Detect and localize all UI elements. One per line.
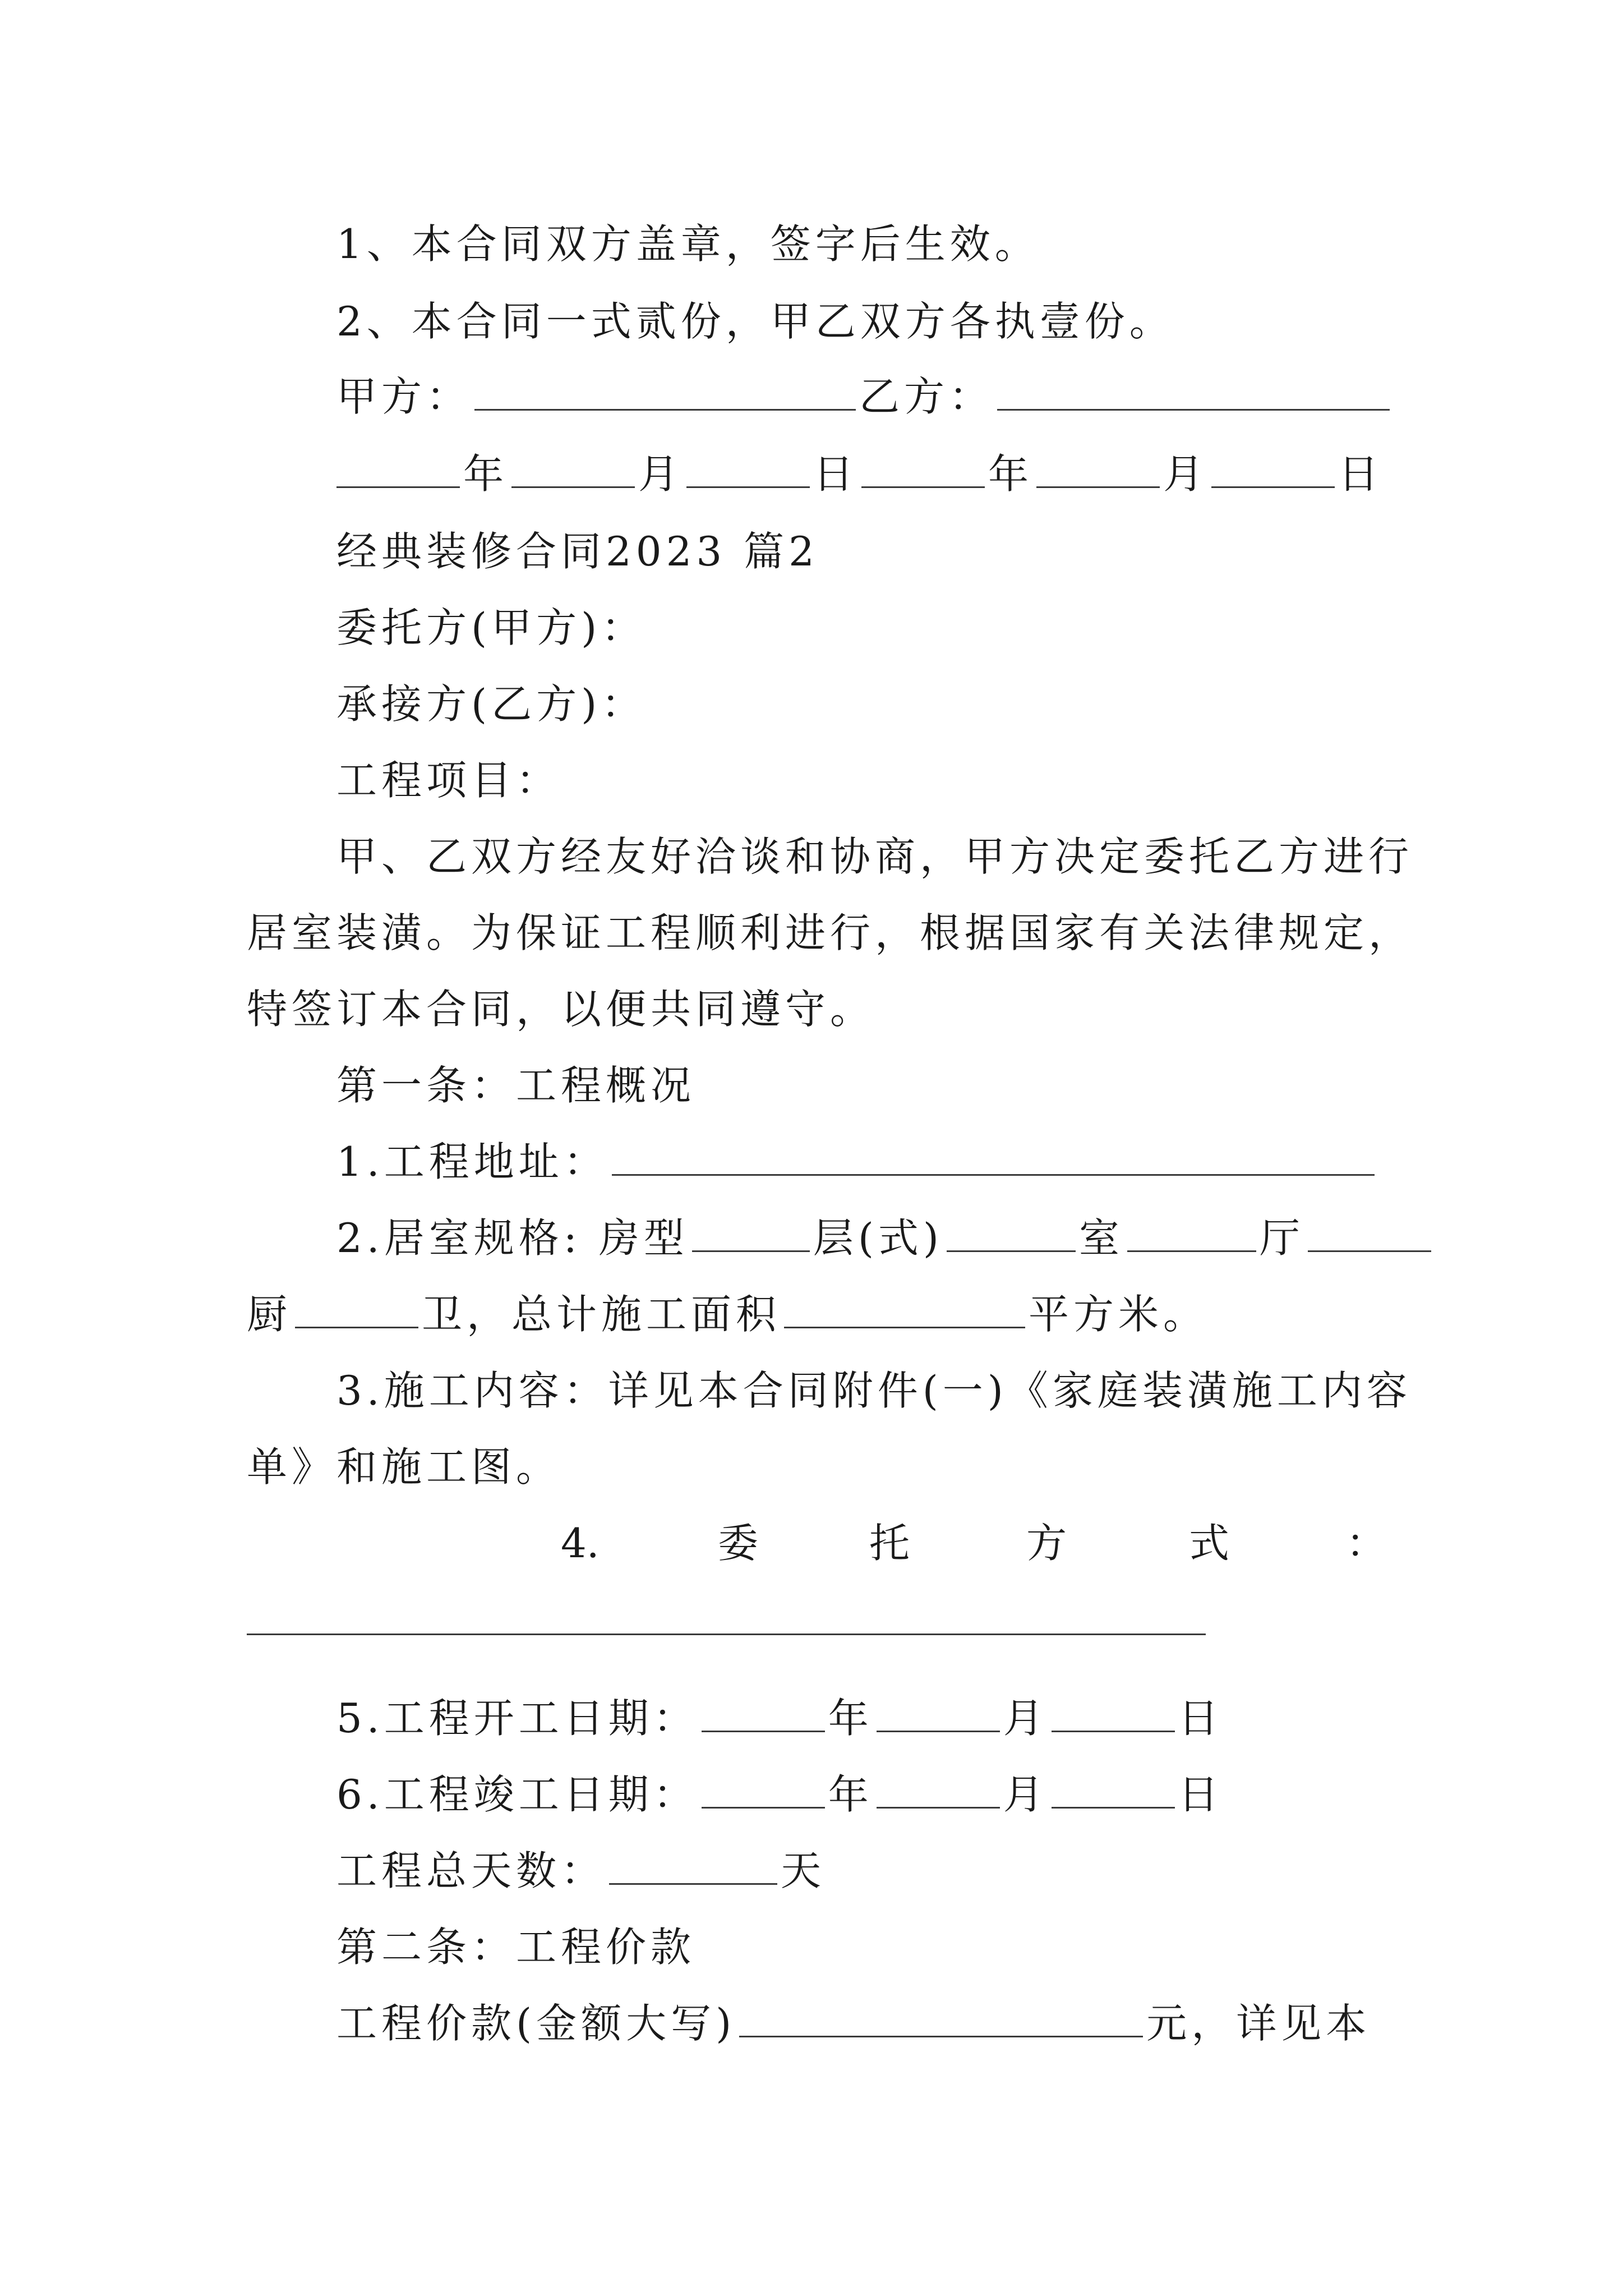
project-label: 工程项目： (336, 757, 561, 804)
clause-effective: 1、本合同双方盖章，签字后生效。 (336, 220, 1040, 268)
article-1-heading: 第一条：工程概况 (336, 1062, 696, 1109)
year-label: 年 (463, 450, 509, 498)
article-2-heading: 第二条：工程价款 (336, 1924, 696, 1971)
clause-copies: 2、本合同一式贰份，甲乙双方各执壹份。 (336, 298, 1174, 345)
address-label: 1.工程地址： (336, 1138, 608, 1185)
month-label: 月 (638, 450, 684, 498)
day-label: 日 (813, 450, 859, 498)
section-title: 经典装修合同2023 篇2 (336, 528, 819, 575)
intro-paragraph-line-2: 居室装潢。为保证工程顺利进行，根据国家有关法律规定， (247, 909, 1414, 956)
work-content-line-2: 单》和施工图。 (247, 1443, 561, 1490)
date-line (336, 443, 1385, 505)
start-date-line: 5.工程开工日期： 年 月 日 (336, 1687, 1385, 1749)
contractor-label: 承接方(乙方)： (336, 680, 647, 728)
day-label: 日 (1338, 450, 1384, 498)
party-b-label: 乙方： (859, 373, 994, 420)
commission-mode-line: 4. 委 托 方 式 ： (561, 1520, 1387, 1567)
commission-mode-blank (247, 1634, 1206, 1635)
work-content-line-1: 3.施工内容：详见本合同附件(一)《家庭装潢施工内容 (336, 1367, 1412, 1414)
intro-paragraph-line-3: 特签订本合同，以便共同遵守。 (247, 986, 875, 1033)
address-line (336, 1131, 1385, 1193)
room-spec-line-2: 厨 卫，总计施工面积 平方米。 (247, 1283, 1385, 1345)
client-label: 委托方(甲方)： (336, 604, 647, 651)
month-label: 月 (1163, 450, 1209, 498)
signature-line (336, 366, 1385, 427)
party-a-blank (474, 370, 856, 411)
price-blank (739, 1996, 1143, 2037)
year-label: 年 (988, 450, 1034, 498)
total-days-line: 工程总天数： 天 (336, 1840, 1385, 1902)
party-a-label: 甲方： (336, 373, 472, 420)
price-line: 工程价款(金额大写) 元，详见本 (336, 1993, 1385, 2054)
end-date-line: 6.工程竣工日期： 年 月 日 (336, 1764, 1385, 1825)
room-spec-line-1: 2.居室规格: 房型 层(式) 室 厅 (336, 1207, 1385, 1269)
address-blank (612, 1135, 1375, 1176)
party-b-blank (997, 370, 1390, 411)
intro-paragraph-line-1: 甲、乙双方经友好洽谈和协商，甲方决定委托乙方进行 (336, 833, 1414, 880)
